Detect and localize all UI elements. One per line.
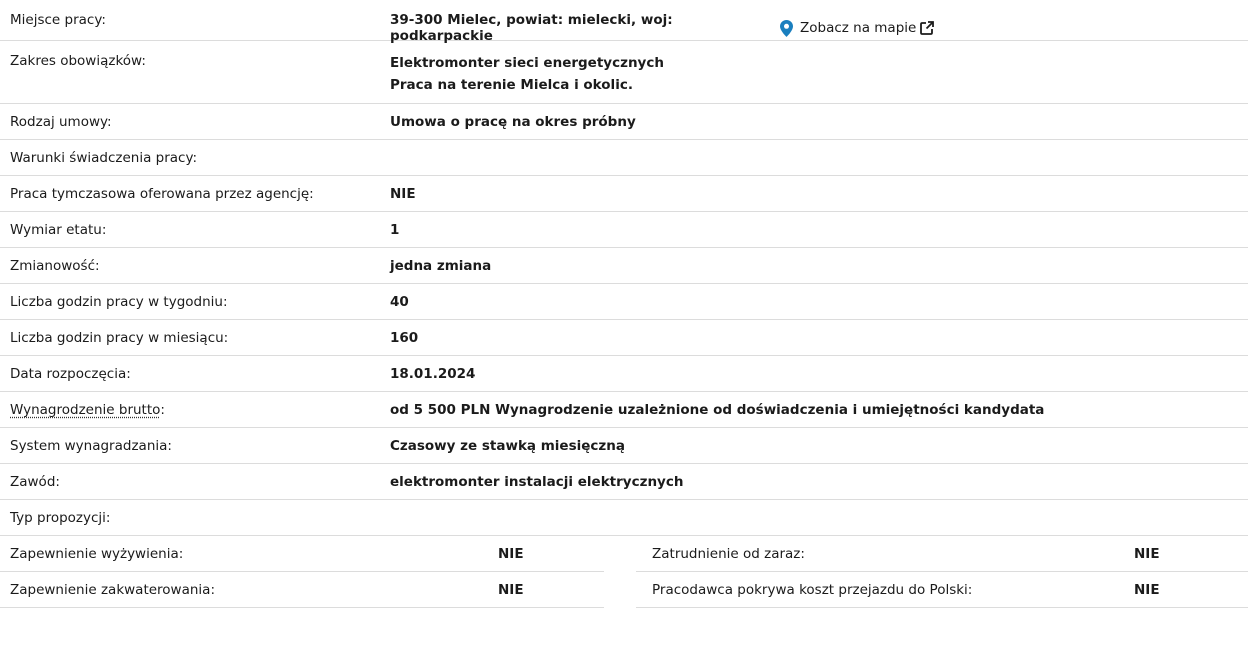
row-meals-provided [0, 536, 604, 572]
start-date-label: Data rozpoczęcia: [10, 365, 131, 382]
accommodation-provided-label: Zapewnienie zakwaterowania: [10, 581, 215, 598]
agency-work-label: Praca tymczasowa oferowana przez agencję: [10, 185, 314, 202]
row-work-location [0, 0, 1248, 44]
row-fte [0, 212, 1248, 248]
row-duties [0, 41, 1248, 104]
salary-label[interactable]: Wynagrodzenie brutto [10, 401, 161, 418]
row-accommodation-provided [0, 572, 604, 608]
offer-type-details [0, 536, 1248, 608]
fte-value: 1 [390, 221, 400, 238]
row-salary [0, 392, 1248, 428]
agency-work-value: NIE [390, 185, 416, 202]
work-location-label: Miejsce pracy: [10, 12, 106, 28]
salary-label-colon: : [160, 401, 165, 418]
accommodation-provided-value: NIE [498, 581, 524, 598]
row-contract-type [0, 104, 1248, 140]
contract-type-label: Rodzaj umowy: [10, 113, 112, 130]
row-travel-cost-covered [636, 572, 1248, 608]
meals-provided-value: NIE [498, 545, 524, 562]
row-hours-week [0, 284, 1248, 320]
meals-provided-label: Zapewnienie wyżywienia: [10, 545, 184, 562]
travel-cost-covered-label: Pracodawca pokrywa koszt przejazdu do Polski: [652, 581, 973, 598]
duties-label: Zakres obowiązków: [10, 53, 146, 69]
row-offer-type [0, 500, 1248, 536]
row-shifts [0, 248, 1248, 284]
duties-line-2: Praca na terenie Mielca i okolic. [390, 77, 633, 93]
travel-cost-covered-value: NIE [1134, 581, 1160, 598]
row-hours-month [0, 320, 1248, 356]
row-work-conditions [0, 140, 1248, 176]
row-immediate-employment [636, 536, 1248, 572]
contract-type-value: Umowa o pracę na okres próbny [390, 113, 636, 130]
immediate-employment-value: NIE [1134, 545, 1160, 562]
row-start-date [0, 356, 1248, 392]
row-pay-system [0, 428, 1248, 464]
hours-month-value: 160 [390, 329, 419, 346]
fte-label: Wymiar etatu: [10, 221, 107, 238]
hours-week-value: 40 [390, 293, 409, 310]
occupation-label: Zawód: [10, 473, 60, 490]
hours-month-label: Liczba godzin pracy w miesiącu: [10, 329, 229, 346]
row-agency-work [0, 176, 1248, 212]
external-link-icon [920, 21, 934, 35]
see-on-map-label: Zobacz na mapie [800, 20, 917, 36]
pay-system-value: Czasowy ze stawką miesięczną [390, 437, 625, 454]
offer-details-left-column [0, 536, 604, 608]
see-on-map-link[interactable] [780, 20, 934, 37]
shifts-value: jedna zmiana [390, 257, 492, 274]
occupation-value: elektromonter instalacji elektrycznych [390, 473, 684, 490]
duties-line-1: Elektromonter sieci energetycznych [390, 55, 664, 71]
pay-system-label: System wynagradzania: [10, 437, 172, 454]
hours-week-label: Liczba godzin pracy w tygodniu: [10, 293, 228, 310]
offer-details-right-column [636, 536, 1248, 608]
shifts-label: Zmianowość: [10, 257, 100, 274]
immediate-employment-label: Zatrudnienie od zaraz: [652, 545, 805, 562]
work-conditions-label: Warunki świadczenia pracy: [10, 149, 198, 166]
row-occupation [0, 464, 1248, 500]
salary-value: od 5 500 PLN Wynagrodzenie uzależnione od doświadczenia i umiejętności kandydata [390, 401, 1045, 418]
work-location-value: 39-300 Mielec, powiat: mielecki, woj: podkarpackie [390, 12, 673, 44]
offer-type-label: Typ propozycji: [10, 509, 111, 526]
start-date-value: 18.01.2024 [390, 365, 476, 382]
map-pin-icon [780, 20, 793, 37]
